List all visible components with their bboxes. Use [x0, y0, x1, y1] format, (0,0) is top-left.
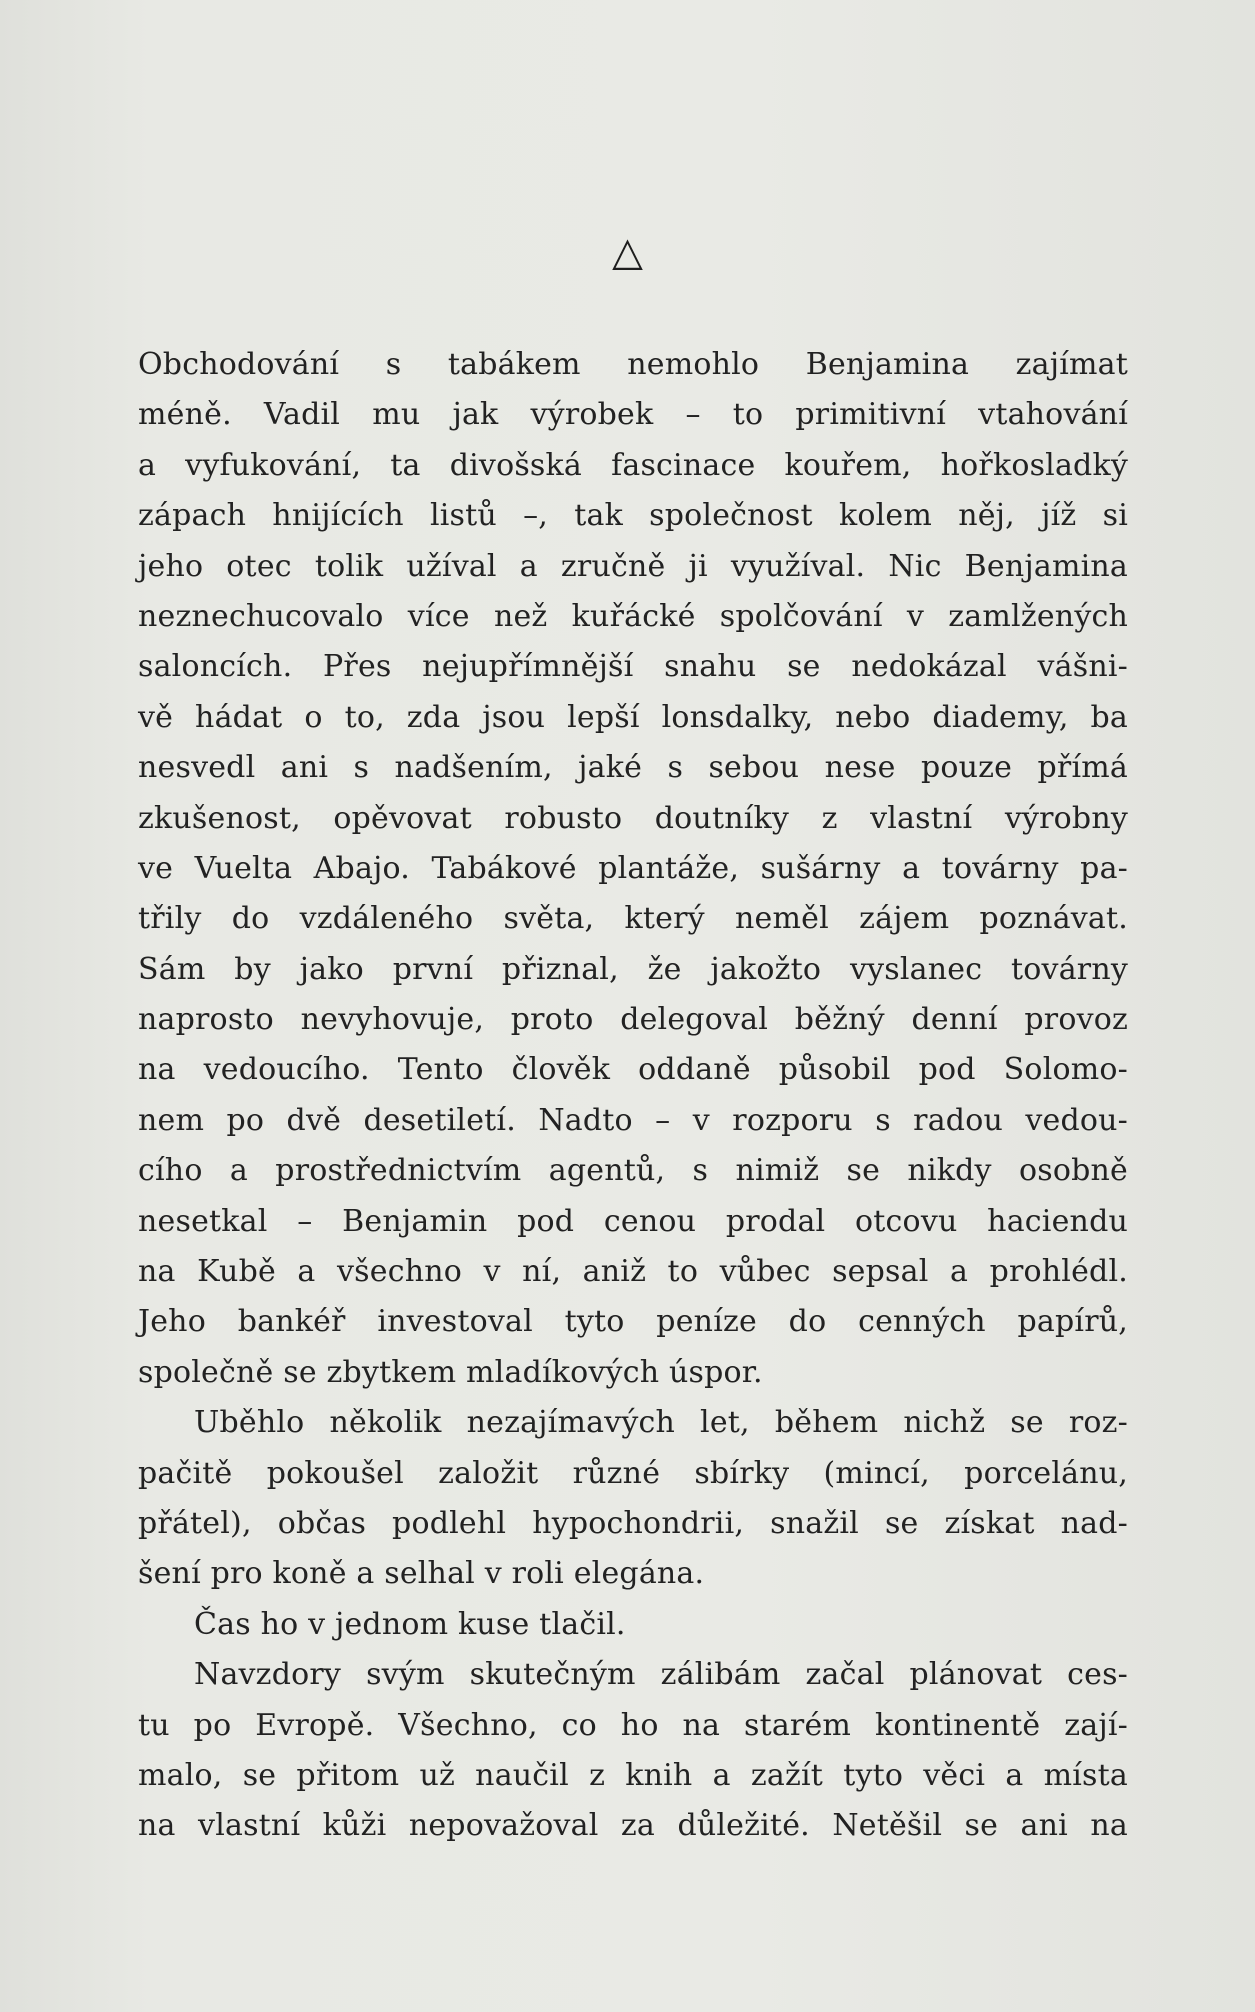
text-line: Sám by jako první přiznal, že jakožto vyslanec továrny: [138, 951, 1128, 987]
text-line: zkušenost, opěvovat robusto doutníky z vlastní výrobny: [138, 800, 1128, 836]
section-separator-triangle: △: [612, 229, 643, 275]
text-line: méně. Vadil mu jak výrobek – to primitivní vtahování: [138, 397, 1128, 433]
text-line: na vlastní kůži nepovažoval za důležité. Netěšil se ani na: [138, 1808, 1128, 1844]
text-line: tu po Evropě. Všechno, co ho na starém kontinentě zají-: [138, 1707, 1128, 1743]
text-line: třily do vzdáleného světa, který neměl zájem poznávat.: [138, 901, 1128, 937]
text-line: malo, se přitom už naučil z knih a zažít tyto věci a místa: [138, 1757, 1128, 1793]
text-line: společně se zbytkem mladíkových úspor.: [138, 1354, 763, 1390]
text-line: ve Vuelta Abajo. Tabákové plantáže, sušárny a továrny pa-: [138, 850, 1128, 886]
text-line: cího a prostřednictvím agentů, s nimiž se nikdy osobně: [138, 1153, 1128, 1189]
text-line: na Kubě a všechno v ní, aniž to vůbec sepsal a prohlédl.: [138, 1254, 1128, 1290]
text-line: nesvedl ani s nadšením, jaké s sebou nese pouze přímá: [138, 750, 1128, 786]
text-line: nem po dvě desetiletí. Nadto – v rozporu s radou vedou-: [138, 1102, 1128, 1138]
text-line: na vedoucího. Tento člověk oddaně působil pod Solomo-: [138, 1052, 1128, 1088]
text-line: Navzdory svým skutečným zálibám začal plánovat ces-: [194, 1657, 1128, 1693]
text-line: saloncích. Přes nejupřímnější snahu se nedokázal vášni-: [138, 649, 1128, 685]
text-line: naprosto nevyhovuje, proto delegoval běžný denní provoz: [138, 1002, 1128, 1038]
text-line: nesetkal – Benjamin pod cenou prodal otcovu haciendu: [138, 1203, 1128, 1239]
text-line: přátel), občas podlehl hypochondrii, snažil se získat nad-: [138, 1505, 1128, 1541]
text-line: neznechucovalo více než kuřácké spolčování v zamlžených: [138, 598, 1128, 634]
text-line: jeho otec tolik užíval a zručně ji využíval. Nic Benjamina: [138, 548, 1128, 584]
text-line: vě hádat o to, zda jsou lepší lonsdalky, nebo diademy, ba: [138, 699, 1128, 735]
body-text: [138, 340, 1128, 1852]
text-line: a vyfukování, ta divošská fascinace kouřem, hořkosladký: [138, 447, 1128, 483]
text-line: zápach hnijících listů –, tak společnost kolem něj, jíž si: [138, 498, 1128, 534]
text-line: šení pro koně a selhal v roli elegána.: [138, 1556, 705, 1592]
text-line: Obchodování s tabákem nemohlo Benjamina zajímat: [138, 347, 1128, 382]
text-line: Čas ho v jednom kuse tlačil.: [194, 1606, 626, 1642]
text-line: Jeho bankéř investoval tyto peníze do cenných papírů,: [138, 1304, 1128, 1340]
text-line: pačitě pokoušel založit různé sbírky (mincí, porcelánu,: [138, 1455, 1128, 1491]
text-line: Uběhlo několik nezajímavých let, během nichž se roz-: [194, 1405, 1128, 1441]
